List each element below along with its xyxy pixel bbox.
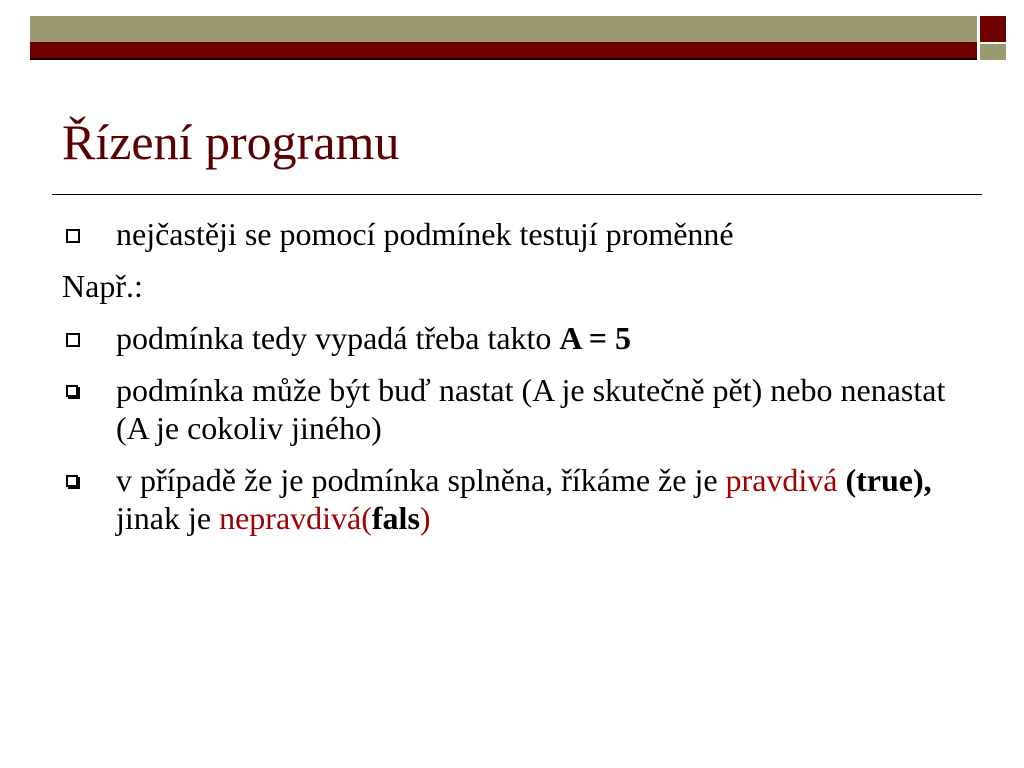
item-text: podmínka může být buď nastat (A je skutečně pět) nebo nenastat (A je cokoliv jiného) <box>116 372 946 446</box>
example-label: Např.: <box>62 268 143 304</box>
header-bar-maroon <box>30 42 977 58</box>
closing-paren: ) <box>419 500 431 536</box>
corner-square-olive <box>980 44 1006 60</box>
hollow-square-icon <box>66 229 80 243</box>
bullet-item-2 <box>62 319 962 357</box>
header-rule <box>30 58 977 60</box>
bullet-item-3 <box>62 371 962 447</box>
shadow-square-icon <box>66 385 78 397</box>
item-text: nejčastěji se pomocí podmínek testují proměnné <box>116 216 734 252</box>
slide-content <box>62 215 962 551</box>
item-text-part: v případě že je podmínka splněna, říkáme že je <box>116 462 726 498</box>
item-text-part: jinak je <box>116 500 220 536</box>
true-keyword: (true), <box>845 462 932 498</box>
false-term: nepravdivá( <box>219 500 372 536</box>
bullet-item-4 <box>62 461 962 537</box>
shadow-square-icon <box>66 475 78 487</box>
true-term: pravdivá <box>725 462 838 498</box>
item-text: podmínka tedy vypadá třeba takto <box>116 320 560 356</box>
bullet-item-1 <box>62 215 962 253</box>
title-underline <box>52 194 982 195</box>
hollow-square-icon <box>66 333 80 347</box>
false-keyword: fals <box>371 500 420 536</box>
slide-title: Řízení programu <box>62 114 400 170</box>
item-bold-text: A = 5 <box>559 320 631 356</box>
header-bar-olive <box>30 16 977 42</box>
corner-square-maroon <box>980 16 1006 42</box>
